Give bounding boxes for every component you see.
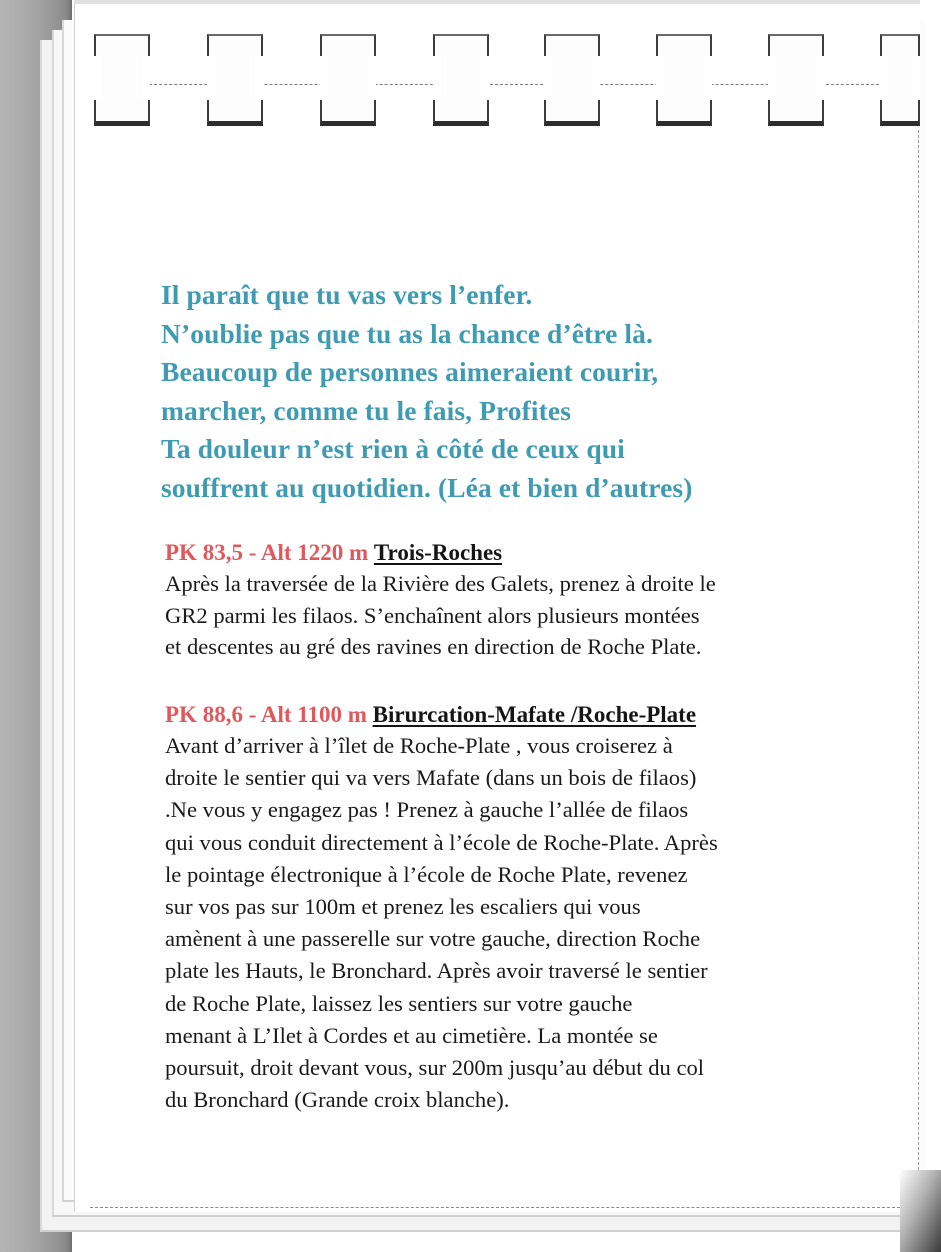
description-line: qui vous conduit directement à l’école de Roche-Plate. Après xyxy=(165,829,718,855)
section-heading xyxy=(165,700,885,730)
binding-ring xyxy=(207,34,263,126)
description-line: .Ne vous y engagez pas ! Prenez à gauche l’allée de filaos xyxy=(165,797,689,823)
binding-ring xyxy=(433,34,489,126)
description-line: Après la traversée de la Rivière des Galets, prenez à droite le xyxy=(165,571,716,596)
quote-line: souffrent au quotidien. (Léa et bien d’autres) xyxy=(161,471,693,503)
page-right-edge xyxy=(912,130,919,1180)
description-line: amènent à une passerelle sur votre gauche, direction Roche xyxy=(165,926,701,952)
place-name: Birurcation-Mafate /Roche-Plate xyxy=(372,702,697,727)
quote-line: marcher, comme tu le fais, Profites xyxy=(161,394,572,426)
section-description xyxy=(165,568,885,663)
route-section-bifurcation xyxy=(165,700,885,1116)
binding-ring xyxy=(768,34,824,126)
page-bottom-edge xyxy=(90,1207,910,1208)
binding-ring xyxy=(94,34,150,126)
kilometer-marker: PK 83,5 - Alt 1220 m xyxy=(165,540,369,565)
quote-line: Il paraît que tu vas vers l’enfer. xyxy=(161,279,533,310)
kilometer-marker: PK 88,6 - Alt 1100 m xyxy=(165,702,367,727)
quote-line: Beaucoup de personnes aimeraient courir, xyxy=(161,356,659,388)
description-line: poursuit, droit devant vous, sur 200m jusqu’au début du col xyxy=(165,1055,705,1081)
spiral-binding xyxy=(74,0,920,135)
description-line: de Roche Plate, laissez les sentiers sur votre gauche xyxy=(165,990,633,1016)
binding-ring xyxy=(320,34,376,126)
description-line: Avant d’arriver à l’îlet de Roche-Plate , vous croiserez à xyxy=(165,733,673,758)
description-line: droite le sentier qui va vers Mafate (dans un bois de filaos) xyxy=(165,765,697,791)
binding-ring xyxy=(544,34,600,126)
section-heading xyxy=(165,538,885,568)
description-line: du Bronchard (Grande croix blanche). xyxy=(165,1087,510,1113)
binding-ring xyxy=(880,34,920,126)
binding-ring xyxy=(656,34,712,126)
description-line: le pointage électronique à l’école de Roche Plate, revenez xyxy=(165,861,688,887)
description-line: et descentes au gré des ravines en direction de Roche Plate. xyxy=(165,634,702,659)
encouragement-quote xyxy=(161,276,881,508)
description-line: sur vos pas sur 100m et prenez les escaliers qui vous xyxy=(165,894,641,920)
page-corner-shadow xyxy=(900,1170,941,1252)
description-line: plate les Hauts, le Bronchard. Après avoir traversé le sentier xyxy=(165,958,708,984)
section-description xyxy=(165,730,885,1116)
description-line: menant à L’Ilet à Cordes et au cimetière. La montée se xyxy=(165,1022,658,1048)
quote-block xyxy=(161,276,881,508)
quote-line: Ta douleur n’est rien à côté de ceux qui xyxy=(161,433,625,465)
route-section-trois-roches xyxy=(165,538,885,663)
place-name: Trois-Roches xyxy=(373,540,503,565)
description-line: GR2 parmi les filaos. S’enchaînent alors plusieurs montées xyxy=(165,602,700,628)
quote-line: N’oublie pas que tu as la chance d’être là. xyxy=(161,317,653,349)
